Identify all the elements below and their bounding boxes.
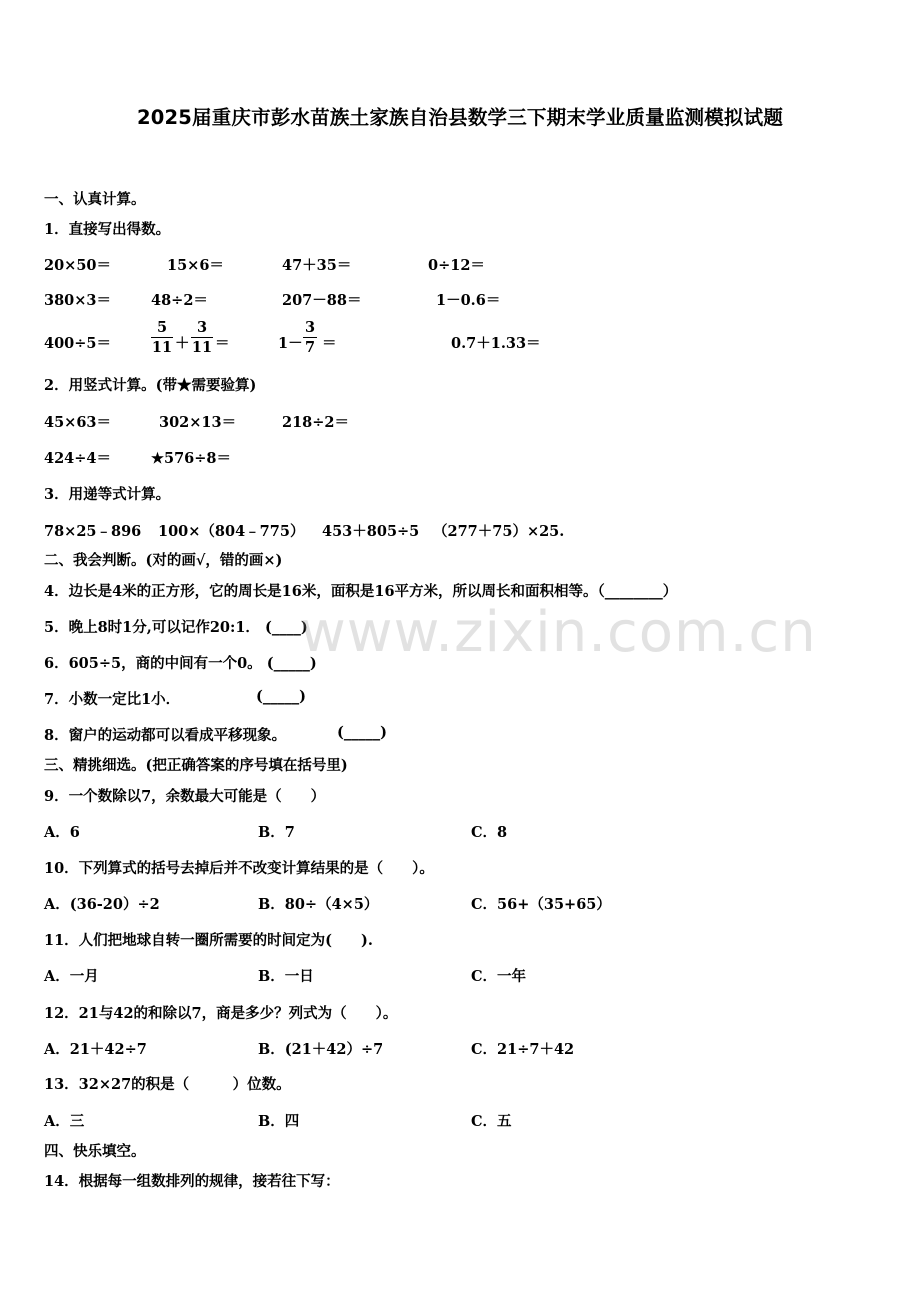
calc-item: 424÷4＝ [44,450,112,467]
calc-item: 45×63＝ [44,414,112,431]
calc-item: ★576÷8＝ [151,450,232,467]
section-1-heading: 一、认真计算。 [44,191,146,208]
option-a: A．6 [44,824,80,841]
question-7: 7．小数一定比1小． [44,691,181,708]
calc-item: 0÷12＝ [428,257,485,274]
question-12: 12．21与42的和除以7，商是多少？列式为（ ）。 [44,1005,398,1022]
option-b: B．(21＋42）÷7 [258,1041,384,1058]
document-title: 2025届重庆市彭水苗族土家族自治县数学三下期末学业质量监测模拟试题 [136,106,784,129]
fraction [191,319,213,356]
question-6: 6．605÷5，商的中间有一个0。 (_____) [44,655,317,672]
option-b: B．一日 [258,968,314,985]
calc-item: 0.7＋1.33＝ [451,335,541,352]
calc-item: 15×6＝ [167,257,224,274]
section-2-heading: 二、我会判断。(对的画√，错的画×) [44,552,283,569]
equals-sign: ＝ [215,335,230,352]
numerator: 3 [304,319,316,336]
option-b: B．7 [258,824,295,841]
calc-item: 207－88＝ [282,292,362,309]
calc-item: 1－0.6＝ [436,292,501,309]
question-14: 14．根据每一组数排列的规律，接若往下写： [44,1173,340,1190]
option-c: C．21÷7＋42 [471,1041,575,1058]
watermark: www.zixin.com.cn [300,600,817,665]
calc-item: （277＋75）×25. [433,523,565,540]
section-3-heading: 三、精挑细选。(把正确答案的序号填在括号里) [44,757,348,774]
fraction-bar [191,337,213,338]
calc-item: 100×（804﹣775） [158,523,305,540]
option-b: B．80÷（4×5） [258,896,379,913]
answer-blank[interactable]: (_____) [256,688,306,705]
option-c: C．8 [471,824,508,841]
question-9: 9．一个数除以7，余数最大可能是（ ） [44,788,326,805]
option-b: B．四 [258,1113,300,1130]
option-a: A．(36-20）÷2 [44,896,160,913]
numerator: 3 [196,319,208,336]
section-4-heading: 四、快乐填空。 [44,1143,146,1160]
question-8: 8．窗户的运动都可以看成平移现象。 [44,727,287,744]
fraction-bar [151,337,173,338]
option-c: C．五 [471,1113,512,1130]
question-4: 4．边长是4米的正方形，它的周长是16米，面积是16平方米，所以周长和面积相等。（________） [44,583,678,600]
option-a: A．三 [44,1113,85,1130]
denominator: 7 [304,339,316,356]
fraction [151,319,173,356]
answer-blank[interactable]: (_____) [337,724,387,741]
calc-item: 20×50＝ [44,257,112,274]
denominator: 11 [151,339,173,356]
equals-sign: ＝ [322,335,337,352]
question-1: 1．直接写出得数。 [44,221,171,238]
calc-item: 302×13＝ [159,414,237,431]
calc-item: 380×3＝ [44,292,112,309]
question-13: 13．32×27的积是（ ）位数。 [44,1076,291,1093]
question-5: 5．晚上8时1分,可以记作20:1． (____) [44,619,308,636]
calc-item: 400÷5＝ [44,335,112,352]
option-a: A．21＋42÷7 [44,1041,147,1058]
option-a: A．一月 [44,968,99,985]
numerator: 5 [156,319,168,336]
question-3: 3．用递等式计算。 [44,486,171,503]
fraction-bar [303,337,317,338]
option-c: C．一年 [471,968,527,985]
question-11: 11．人们把地球自转一圈所需要的时间定为( ). [44,932,373,949]
question-2: 2．用竖式计算。(带★需要验算) [44,377,257,394]
calc-item: 218÷2＝ [282,414,350,431]
calc-item: 47＋35＝ [282,257,352,274]
one-minus: 1－ [278,335,303,352]
plus-sign: ＋ [175,335,190,352]
calc-item: 453＋805÷5 [322,523,420,540]
denominator: 11 [191,339,213,356]
calc-item: 78×25﹣896 [44,523,142,540]
question-10: 10．下列算式的括号去掉后并不改变计算结果的是（ ）。 [44,860,434,877]
calc-item: 48÷2＝ [151,292,208,309]
option-c: C．56+（35+65） [471,896,611,913]
fraction [303,319,317,356]
